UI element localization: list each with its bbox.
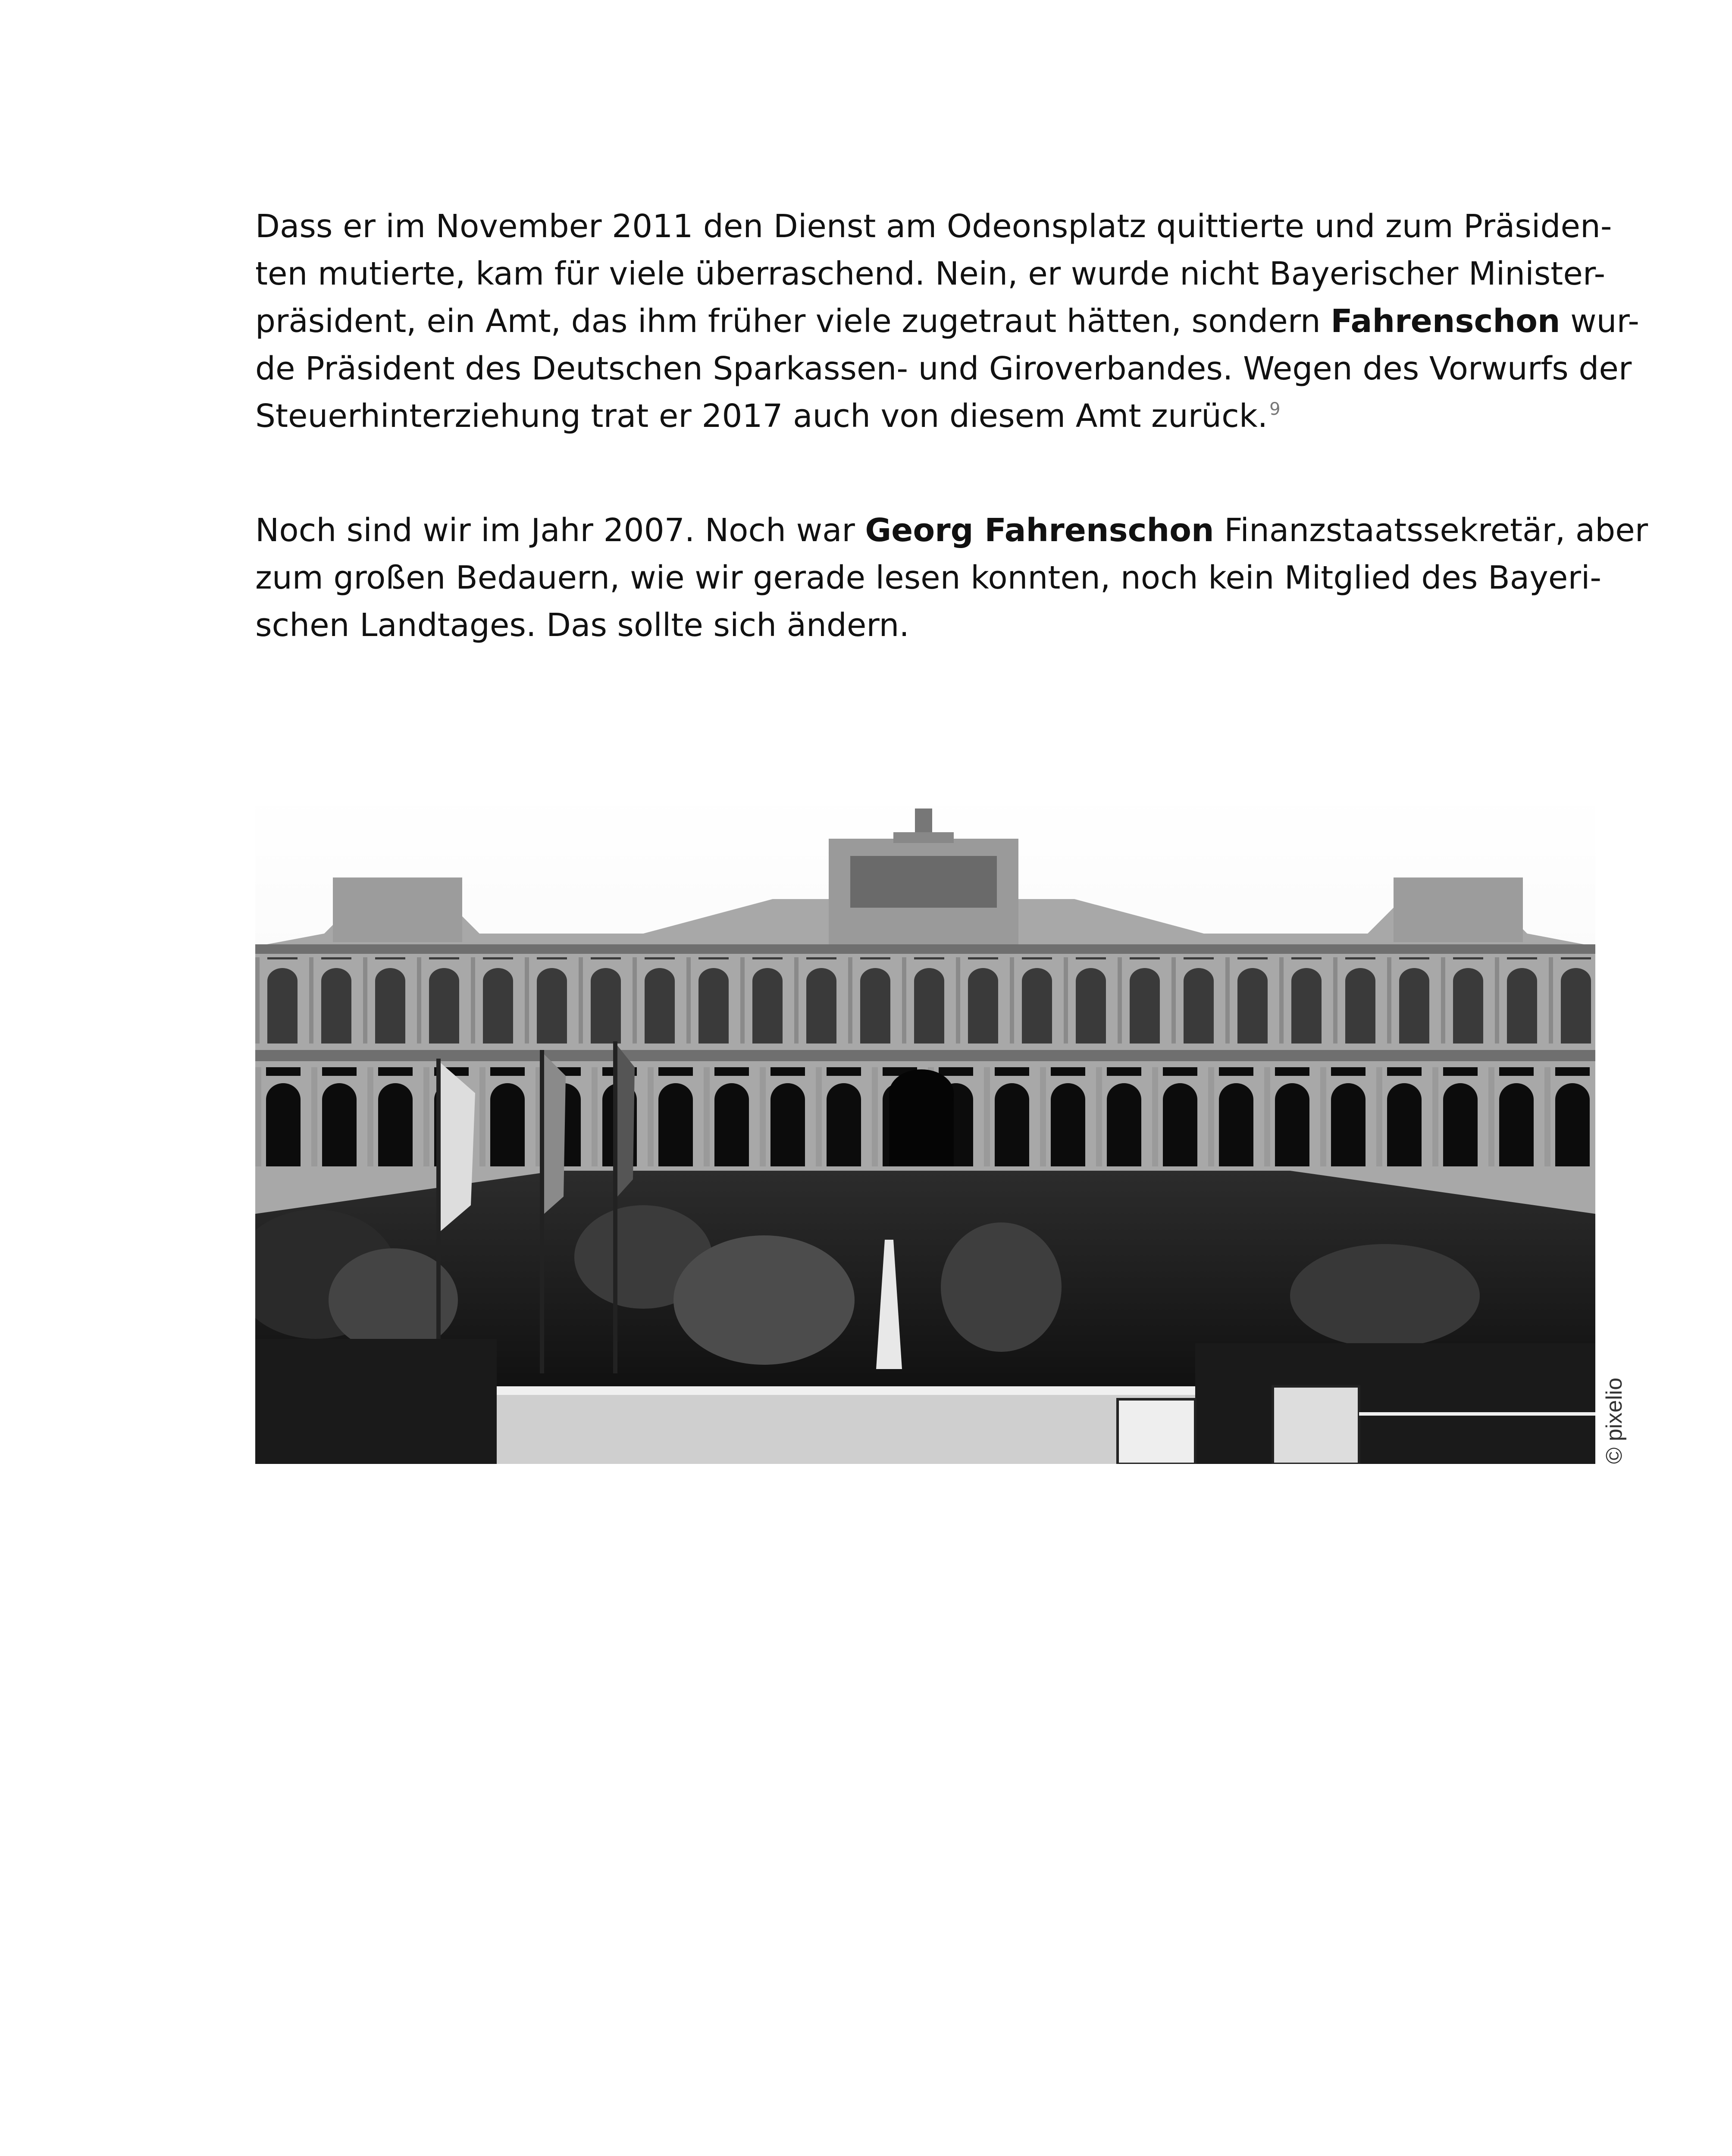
text-line — [255, 392, 1600, 440]
paragraph-2 — [255, 507, 1648, 649]
text-line: zum großen Bedauern, wie wir gerade lesen konnten, noch kein Mitglied des Bayeri- — [255, 559, 1602, 596]
photo-credit: © pixelio — [1602, 1377, 1627, 1464]
text-line: ten mutierte, kam für viele überraschend. Nein, er wurde nicht Bayerischer Minister- — [255, 255, 1606, 292]
text-line: de Präsident des Deutschen Sparkassen- und Giroverbandes. Wegen des Vorwurfs der — [255, 350, 1632, 387]
building-photo — [255, 791, 1595, 1464]
bold-name: Fahrenschon — [1331, 303, 1560, 340]
text-line: Dass er im November 2011 den Dienst am Odeonsplatz quittierte und zum Präsiden- — [255, 208, 1612, 245]
text-segment: wur- — [1560, 303, 1639, 340]
text-line — [255, 507, 1648, 554]
text-line — [255, 298, 1639, 345]
paragraph-1 — [255, 203, 1639, 440]
text-line: schen Landtages. Das sollte sich ändern. — [255, 607, 909, 644]
building-photo-drawing — [255, 791, 1595, 1464]
text-segment: Finanzstaatssekretär, aber — [1214, 512, 1648, 549]
text-segment: präsident, ein Amt, das ihm früher viele zugetraut hätten, sondern — [255, 303, 1331, 340]
text-segment: Noch sind wir im Jahr 2007. Noch war — [255, 512, 865, 549]
footnote-reference: 9 — [1269, 399, 1281, 419]
text-segment: Steuerhinterziehung trat er 2017 auch von diesem Amt zurück. — [255, 398, 1268, 435]
bold-name: Georg Fahrenschon — [865, 512, 1214, 549]
